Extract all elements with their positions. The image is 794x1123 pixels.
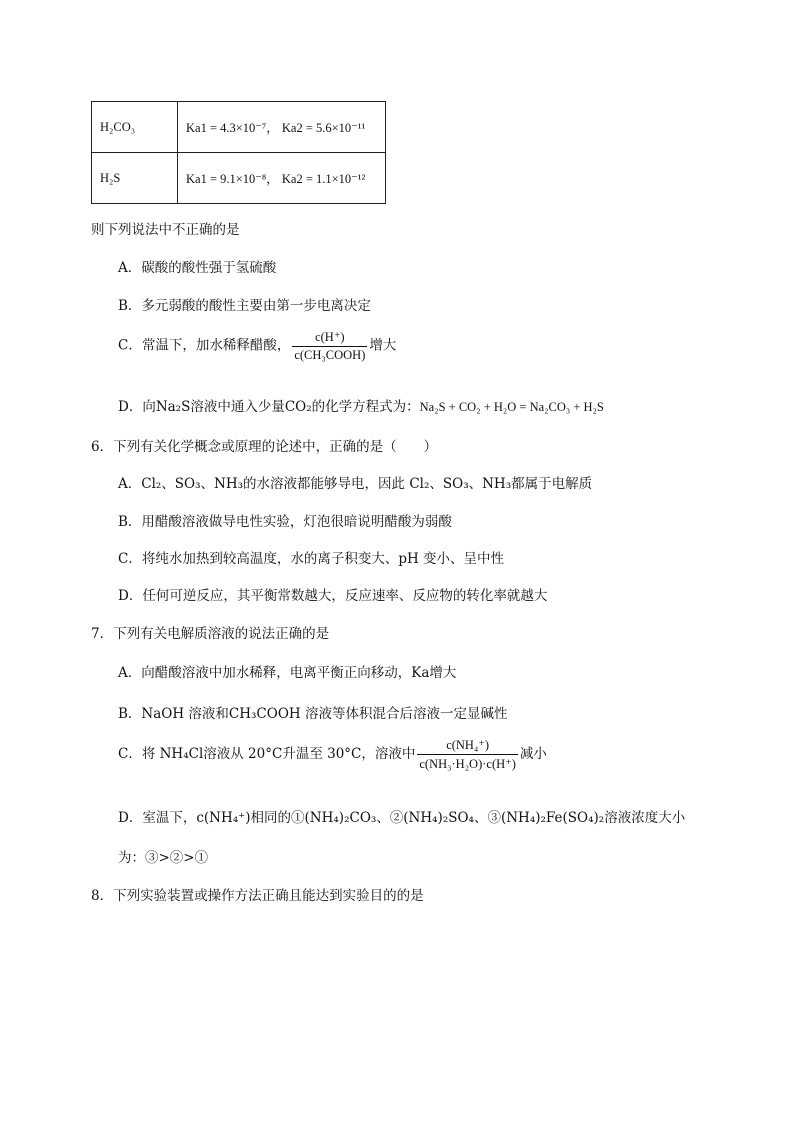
- fraction-numerator: c(H⁺): [292, 329, 367, 347]
- q5-option-a: A．碳酸的酸性强于氢硫酸: [118, 260, 277, 276]
- q7-option-d: D．室温下，c(NH₄⁺)相同的①(NH₄)₂CO₃、②(NH₄)₂SO₄、③(NH₄)₂Fe(SO₄)₂溶液浓度大小: [118, 810, 686, 826]
- option-text: D．向Na₂S溶液中通入少量CO₂的化学方程式为：: [118, 399, 420, 415]
- fraction-numerator: c(NH₄⁺): [417, 737, 518, 755]
- q6-option-d: D．任何可逆反应，其平衡常数越大，反应速率、反应物的转化率就越大: [118, 588, 548, 604]
- q6-stem: 6．下列有关化学概念或原理的论述中，正确的是（ ）: [91, 439, 438, 455]
- q7-option-b: B．NaOH 溶液和CH₃COOH 溶液等体积混合后溶液一定显碱性: [118, 706, 508, 722]
- ka-cell: Ka1 = 9.1×10⁻⁸， Ka2 = 1.1×10⁻¹²: [178, 153, 386, 204]
- q7-option-a: A．向醋酸溶液中加水稀释，电离平衡正向移动，Ka增大: [118, 665, 457, 681]
- q5-option-b: B．多元弱酸的酸性主要由第一步电离决定: [118, 298, 371, 314]
- table-row: [92, 102, 386, 153]
- q6-option-b: B．用醋酸溶液做导电性实验，灯泡很暗说明醋酸为弱酸: [118, 514, 452, 530]
- fraction-denominator: c(CH₃COOH): [294, 348, 366, 362]
- fraction: [417, 737, 518, 772]
- ka-table: [91, 101, 386, 204]
- q8-stem: 8．下列实验装置或操作方法正确且能达到实验目的的是: [91, 888, 424, 904]
- q5-option-d: [118, 395, 604, 415]
- acid-cell: H₂CO₃: [92, 102, 178, 153]
- acid-cell: H₂S: [92, 153, 178, 204]
- q5-stem: 则下列说法中不正确的是: [91, 222, 240, 238]
- ka-cell: Ka1 = 4.3×10⁻⁷， Ka2 = 5.6×10⁻¹¹: [178, 102, 386, 153]
- q7-stem: 7．下列有关电解质溶液的说法正确的是: [91, 626, 330, 642]
- q7-option-c: [118, 737, 547, 772]
- option-text: 增大: [369, 337, 397, 354]
- chemical-equation: Na₂S + CO₂ + H₂O = Na₂CO₃ + H₂S: [419, 400, 604, 414]
- q5-option-c: [118, 329, 396, 363]
- fraction-denominator: c(NH₃·H₂O)·c(H⁺): [419, 757, 516, 771]
- q6-option-c: C．将纯水加热到较高温度，水的离子积变大、pH 变小、呈中性: [118, 551, 505, 567]
- table-row: [92, 153, 386, 204]
- option-text: C．将 NH₄Cl溶液从 20°C升温至 30°C，溶液中: [118, 746, 416, 762]
- fraction: [292, 329, 367, 363]
- option-text: 减小: [519, 746, 547, 762]
- option-text: C．常温下，加水稀释醋酸，: [118, 337, 291, 354]
- q7-option-d-continued: 为：③>②>①: [118, 850, 209, 866]
- q6-option-a: A．Cl₂、SO₃、NH₃的水溶液都能够导电，因此 Cl₂、SO₃、NH₃都属于电解质: [118, 476, 593, 492]
